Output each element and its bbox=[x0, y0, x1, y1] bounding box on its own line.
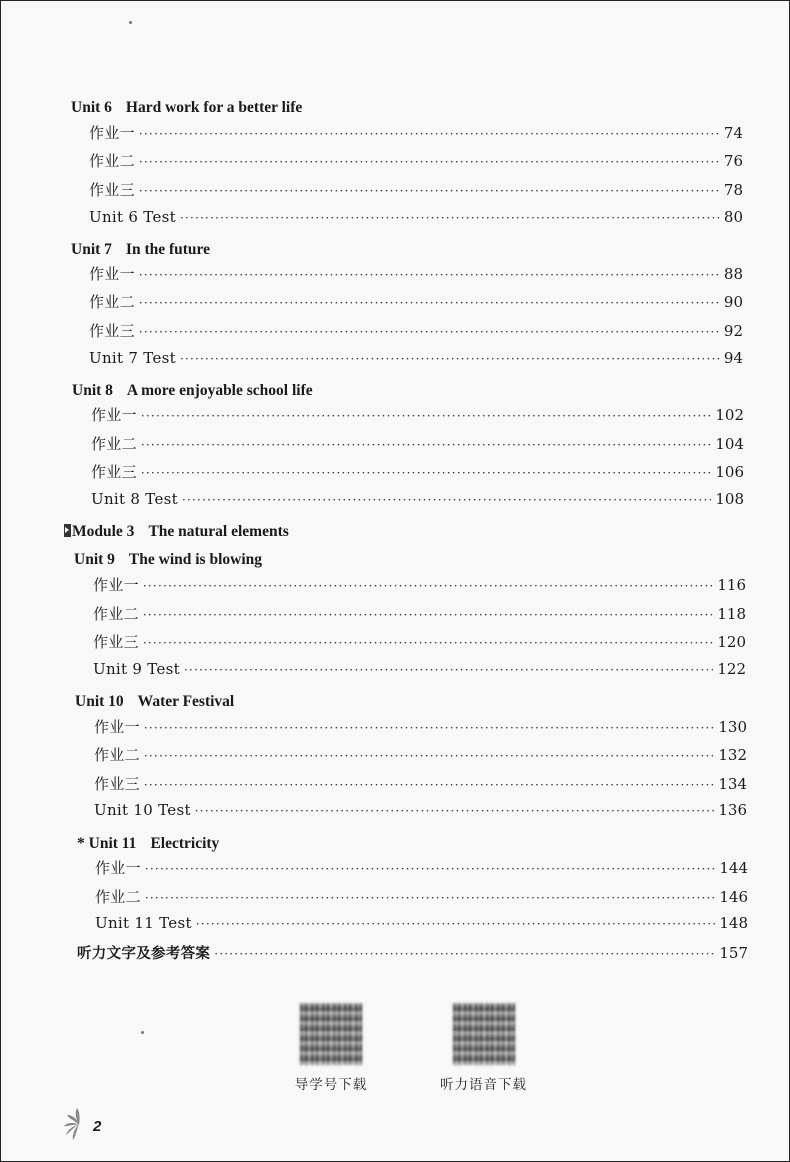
entry-page-number: 146 bbox=[719, 888, 748, 906]
leader-dots bbox=[184, 663, 713, 677]
entry-label: Unit 7 Test bbox=[89, 349, 176, 367]
unit-heading[interactable] bbox=[75, 693, 234, 711]
unit-title: Hard work for a better life bbox=[125, 99, 303, 116]
toc-entry[interactable] bbox=[89, 291, 743, 312]
entry-page-number: 148 bbox=[719, 914, 748, 932]
toc-entry[interactable] bbox=[93, 574, 746, 595]
entry-label: 作业二 bbox=[89, 293, 135, 311]
toc-entry[interactable] bbox=[94, 744, 747, 765]
unit-title: The wind is blowing bbox=[128, 551, 263, 568]
leader-dots bbox=[143, 636, 713, 650]
entry-page-number: 94 bbox=[723, 349, 743, 367]
entry-page-number: 90 bbox=[723, 293, 743, 311]
leader-dots bbox=[144, 749, 714, 763]
entry-page-number: 92 bbox=[723, 322, 743, 340]
entry-page-number: 88 bbox=[723, 265, 743, 283]
entry-label: 听力文字及参考答案 bbox=[77, 946, 211, 962]
entry-label: 作业一 bbox=[89, 265, 135, 283]
entry-label: 作业一 bbox=[94, 718, 140, 736]
entry-label: Unit 10 Test bbox=[94, 801, 191, 819]
qr-label: 导学号下载 bbox=[294, 1077, 368, 1093]
qr-label: 听力语音下载 bbox=[440, 1077, 527, 1093]
toc-entry[interactable] bbox=[93, 603, 746, 624]
leader-dots bbox=[145, 891, 715, 905]
entry-label: 作业二 bbox=[89, 152, 135, 170]
entry-page-number: 104 bbox=[715, 435, 744, 453]
leader-dots bbox=[180, 352, 720, 366]
toc-entry[interactable] bbox=[93, 660, 746, 678]
entry-label: 作业三 bbox=[91, 463, 137, 481]
leader-dots bbox=[139, 184, 720, 198]
entry-page-number: 136 bbox=[718, 801, 747, 819]
unit-number: Unit 7 bbox=[71, 241, 112, 258]
toc-entry[interactable] bbox=[91, 433, 744, 454]
toc-entry[interactable] bbox=[94, 773, 747, 794]
entry-page-number: 108 bbox=[715, 490, 744, 508]
entry-label: 作业一 bbox=[91, 406, 137, 424]
toc-entry[interactable] bbox=[89, 150, 743, 171]
unit-heading[interactable] bbox=[71, 241, 210, 259]
entry-label: 作业一 bbox=[93, 576, 139, 594]
unit-title: In the future bbox=[125, 241, 211, 258]
entry-page-number: 106 bbox=[715, 463, 744, 481]
qr-code-icon[interactable] bbox=[300, 1003, 362, 1065]
entry-label: 作业二 bbox=[91, 435, 137, 453]
entry-page-number: 120 bbox=[717, 633, 746, 651]
entry-page-number: 134 bbox=[718, 775, 747, 793]
entry-label: Unit 9 Test bbox=[93, 660, 180, 678]
toc-entry[interactable] bbox=[91, 490, 744, 508]
entry-label: 作业三 bbox=[89, 181, 135, 199]
toc-entry[interactable] bbox=[89, 179, 743, 200]
toc-entry[interactable] bbox=[94, 716, 747, 737]
entry-page-number: 130 bbox=[718, 718, 747, 736]
unit-number: Unit 9 bbox=[74, 551, 115, 568]
entry-page-number: 118 bbox=[717, 605, 746, 623]
leader-dots bbox=[141, 438, 711, 452]
entry-page-number: 132 bbox=[718, 746, 747, 764]
qr-download-guide[interactable] bbox=[281, 1003, 381, 1093]
leader-dots bbox=[139, 325, 720, 339]
entry-label: Unit 6 Test bbox=[89, 208, 176, 226]
module-heading[interactable] bbox=[64, 523, 289, 541]
entry-page-number: 78 bbox=[723, 181, 743, 199]
entry-page-number: 157 bbox=[719, 944, 748, 962]
unit-number: Unit 8 bbox=[72, 382, 113, 399]
unit-title: Electricity bbox=[150, 835, 220, 852]
unit-title: Water Festival bbox=[137, 693, 235, 710]
unit-number: Unit 6 bbox=[71, 99, 112, 116]
unit-heading[interactable] bbox=[74, 551, 262, 569]
unit-heading[interactable] bbox=[72, 382, 313, 400]
leader-dots bbox=[182, 493, 711, 507]
entry-label: 作业三 bbox=[89, 322, 135, 340]
leader-dots bbox=[139, 127, 720, 141]
qr-code-icon[interactable] bbox=[453, 1003, 515, 1065]
entry-label: Unit 11 Test bbox=[95, 914, 192, 932]
page-number: 2 bbox=[93, 1118, 102, 1135]
entry-page-number: 102 bbox=[715, 406, 744, 424]
leader-dots bbox=[144, 778, 714, 792]
toc-entry[interactable] bbox=[91, 404, 744, 425]
entry-label: 作业三 bbox=[93, 633, 139, 651]
toc-entry[interactable] bbox=[95, 857, 748, 878]
leader-dots bbox=[141, 409, 711, 423]
module-title: The natural elements bbox=[148, 523, 289, 540]
unit-number: Unit 10 bbox=[75, 693, 124, 710]
entry-label: 作业一 bbox=[89, 124, 135, 142]
unit-title: A more enjoyable school life bbox=[126, 382, 313, 399]
toc-entry[interactable] bbox=[93, 631, 746, 652]
leader-dots bbox=[139, 296, 720, 310]
leader-dots bbox=[139, 155, 720, 169]
entry-label: 作业二 bbox=[93, 605, 139, 623]
leader-dots bbox=[143, 608, 713, 622]
entry-page-number: 76 bbox=[723, 152, 743, 170]
entry-page-number: 80 bbox=[723, 208, 743, 226]
toc-entry[interactable] bbox=[89, 320, 743, 341]
leader-dots bbox=[195, 804, 715, 818]
leader-dots bbox=[196, 917, 716, 931]
toc-entry[interactable] bbox=[95, 914, 748, 932]
entry-page-number: 122 bbox=[717, 660, 746, 678]
leader-dots bbox=[214, 947, 715, 961]
entry-label: 作业二 bbox=[94, 746, 140, 764]
toc-entry[interactable] bbox=[95, 886, 748, 907]
toc-entry[interactable] bbox=[94, 801, 747, 819]
entry-page-number: 144 bbox=[719, 859, 748, 877]
toc-entry[interactable] bbox=[89, 122, 743, 143]
module-number: Module 3 bbox=[72, 523, 135, 540]
leaf-flourish-icon bbox=[63, 1107, 95, 1141]
unit-number: * Unit 11 bbox=[77, 835, 137, 852]
toc-entry[interactable] bbox=[91, 461, 744, 482]
entry-label: 作业二 bbox=[95, 888, 141, 906]
leader-dots bbox=[143, 579, 713, 593]
leader-dots bbox=[144, 721, 714, 735]
toc-entry-answers[interactable] bbox=[77, 942, 748, 963]
entry-page-number: 74 bbox=[723, 124, 743, 142]
print-speck bbox=[141, 1031, 144, 1034]
entry-label: 作业一 bbox=[95, 859, 141, 877]
toc-entry[interactable] bbox=[89, 263, 743, 284]
entry-label: Unit 8 Test bbox=[91, 490, 178, 508]
unit-heading[interactable] bbox=[71, 99, 302, 117]
qr-download-audio[interactable] bbox=[426, 1003, 541, 1093]
leader-dots bbox=[141, 466, 711, 480]
print-speck bbox=[129, 21, 132, 24]
triangle-marker-icon bbox=[64, 524, 71, 537]
entry-label: 作业三 bbox=[94, 775, 140, 793]
toc-entry[interactable] bbox=[89, 349, 743, 367]
leader-dots bbox=[139, 268, 720, 282]
toc-entry[interactable] bbox=[89, 208, 743, 226]
unit-heading[interactable] bbox=[77, 835, 219, 853]
leader-dots bbox=[145, 862, 715, 876]
entry-page-number: 116 bbox=[717, 576, 746, 594]
leader-dots bbox=[180, 211, 720, 225]
